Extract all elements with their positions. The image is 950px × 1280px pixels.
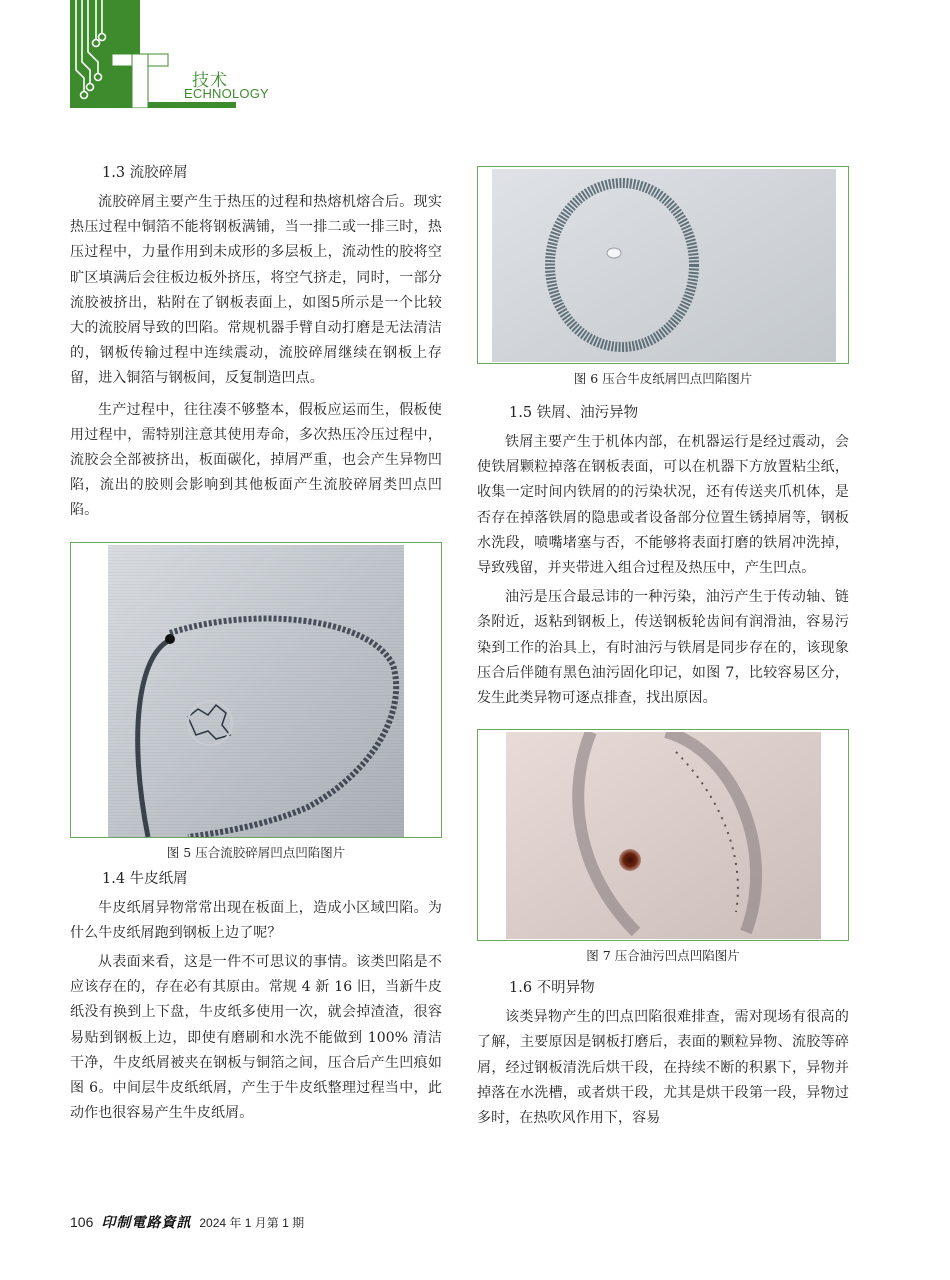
right-column — [477, 162, 849, 1131]
figure-7-photo — [506, 732, 821, 939]
section-1-6-paragraph-1: 该类异物产生的凹点凹陷很难排查，需对现场有很高的了解，主要原因是钢板打磨后，表面的颗粒异物、流胶等碎屑，经过钢板清洗后烘干段，在持续不断的积累下，异物并掉落在水洗槽，或者烘干段，尤其是烘干段第一段，异物过多时，在热吹风作用下，容易 — [477, 1009, 849, 1127]
section-name-cn: 技术 — [192, 71, 228, 91]
section-1-6-title: 1.6 不明异物 — [509, 980, 595, 997]
section-1-3-paragraph-2: 生产过程中，往往凑不够整本，假板应运而生，假板使用过程中，需特别注意其使用寿命，多次热压冷压过程中，流胶会全部被挤出，板面碳化，掉屑严重，也会产生异物凹陷，流出的胶则会影响到其他板面产生流胶碎屑类凹点凹陷。 — [70, 401, 442, 519]
section-1-3-paragraph-1: 流胶碎屑主要产生于热压的过程和热熔机熔合后。现实热压过程中铜箔不能将钢板满铺，当一排二或一排三时，热压过程中，力量作用到未成形的多层板上，流动性的胶将空旷区填满后会往板边板外挤压，将空气挤走，同时，一部分流胶被挤出，粘附在了钢板表面上，如图5所示是一个比较大的流胶屑导致的凹陷。常规机器手臂自动打磨是无法清洁的，钢板传输过程中连续震动，流胶碎屑继续在钢板上存留，进入铜箔与钢板间，反复制造凹点。 — [70, 194, 442, 387]
section-1-4-title: 1.4 牛皮纸屑 — [102, 870, 188, 887]
figure-5-caption: 图 5 压合流胶碎屑凹点凹陷图片 — [166, 844, 346, 860]
section-1-5-title: 1.5 铁屑、油污异物 — [509, 405, 639, 421]
figure-6 — [477, 166, 849, 364]
magazine-name: 印制電路資訊 — [101, 1215, 192, 1231]
page-footer — [70, 1212, 304, 1232]
section-1-5-paragraph-2: 油污是压合最忌讳的一种污染，油污产生于传动轴、链条附近，返粘到钢板上，传送钢板轮齿间有润滑油，容易污染到工作的治具上，有时油污与铁屑是同步存在的，该现象压合后伴随有黑色油污固化印记，如图 7，比较容易区分，发生此类异物可逐点排查，找出原因。 — [477, 589, 849, 707]
figure-5 — [70, 542, 442, 838]
section-1-5-paragraph-1: 铁屑主要产生于机体内部，在机器运行是经过震动，会使铁屑颗粒掉落在钢板表面，可以在机器下方放置粘尘纸，收集一定时间内铁屑的的污染状况，还有传送夹爪机体，是否存在掉落铁屑的隐患或者设备部分位置生锈掉屑等，钢板水洗段，喷嘴堵塞与否，不能够将表面打磨的铁屑冲洗掉，导致残留，并夹带进入组合过程及热压中，产生凹点。 — [477, 434, 849, 577]
figure-7 — [477, 729, 849, 941]
figure-5-photo — [108, 545, 404, 837]
figure-6-caption: 图 6 压合牛皮纸屑凹点凹陷图片 — [573, 371, 753, 386]
section-1-4-paragraph-1: 牛皮纸屑异物常常出现在板面上，造成小区域凹陷。为什么牛皮纸屑跑到钢板上边了呢？ — [70, 899, 442, 941]
section-name-en: ECHNOLOGY — [184, 86, 269, 101]
page-number: 106 — [70, 1214, 94, 1230]
section-1-3-title: 1.3 流胶碎屑 — [102, 165, 188, 181]
letter-t-icon — [110, 48, 170, 108]
issue-label: 2024 年 1 月第 1 期 — [199, 1216, 305, 1230]
left-column — [70, 162, 442, 1126]
section-logo — [70, 0, 269, 108]
section-1-4-paragraph-2: 从表面来看，这是一件不可思议的事情。该类凹陷是不应该存在的，存在必有其原由。常规 4 新 16 旧，当新牛皮纸没有换到上下盘，牛皮纸多使用一次，就会掉渣渣，很容易贴到钢板上边，即使有磨刷和水洗不能做到 100% 清洁干净，牛皮纸屑被夹在钢板与铜箔之间，压合后产生凹痕如图 6。中间层牛皮纸纸屑，产生于牛皮纸整理过程当中，此动作也很容易产生牛皮纸屑。 — [70, 954, 442, 1122]
figure-6-photo — [492, 169, 836, 362]
figure-7-caption: 图 7 压合油污凹点凹陷图片 — [586, 948, 740, 964]
